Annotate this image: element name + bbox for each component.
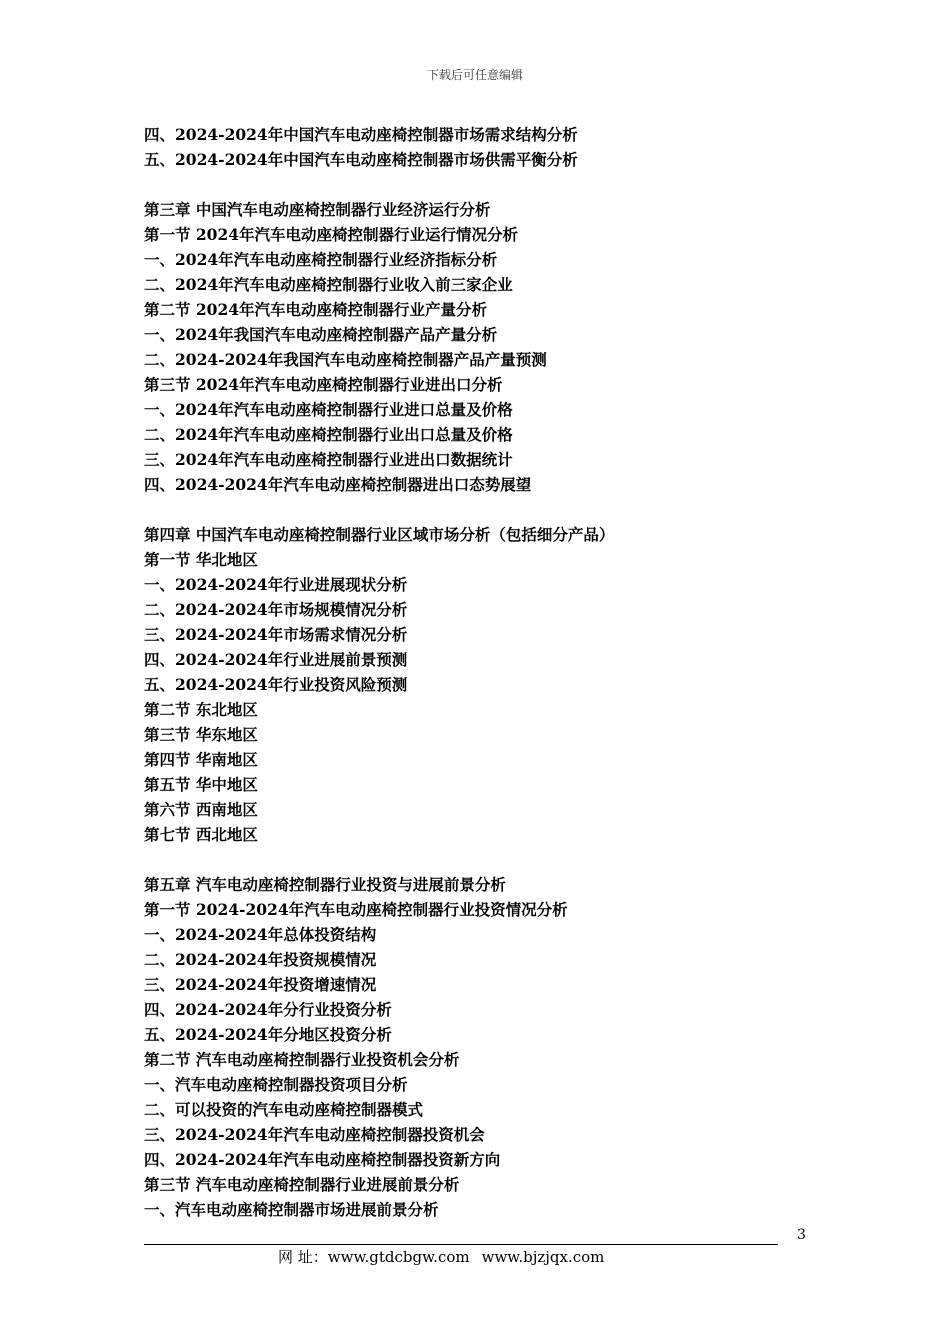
toc-entry: 四、2024-2024年行业进展前景预测	[144, 650, 408, 669]
footer-url-1: www.gtdcbgw.com	[327, 1248, 470, 1266]
toc-entry: 第三节 2024年汽车电动座椅控制器行业进出口分析	[144, 375, 503, 394]
toc-entry: 第二节 2024年汽车电动座椅控制器行业产量分析	[144, 300, 488, 319]
toc-entry: 第六节 西南地区	[144, 800, 258, 819]
toc-entry: 五、2024-2024年中国汽车电动座椅控制器市场供需平衡分析	[144, 150, 578, 169]
footer-divider	[144, 1244, 778, 1245]
footer-label: 网 址：	[278, 1248, 328, 1266]
toc-entry: 第七节 西北地区	[144, 825, 258, 844]
toc-entry: 四、2024-2024年中国汽车电动座椅控制器市场需求结构分析	[144, 125, 578, 144]
toc-entry: 一、2024年汽车电动座椅控制器行业进口总量及价格	[144, 400, 513, 419]
footer-url-2: www.bjzjqx.com	[481, 1248, 605, 1266]
toc-entry: 四、2024-2024年汽车电动座椅控制器进出口态势展望	[144, 475, 532, 494]
toc-entry: 第二节 东北地区	[144, 700, 258, 719]
toc-entry: 第三节 华东地区	[144, 725, 258, 744]
toc-entry: 第一节 2024-2024年汽车电动座椅控制器行业投资情况分析	[144, 900, 568, 919]
toc-entry: 五、2024-2024年行业投资风险预测	[144, 675, 408, 694]
toc-entry: 二、2024-2024年我国汽车电动座椅控制器产品产量预测	[144, 350, 547, 369]
toc-entry: 第五节 华中地区	[144, 775, 258, 794]
toc-entry: 第三节 汽车电动座椅控制器行业进展前景分析	[144, 1175, 460, 1194]
toc-entry: 一、2024-2024年总体投资结构	[144, 925, 377, 944]
toc-entry: 三、2024-2024年投资增速情况	[144, 975, 377, 994]
toc-entry: 第一节 华北地区	[144, 550, 258, 569]
toc-entry: 三、2024-2024年汽车电动座椅控制器投资机会	[144, 1125, 485, 1144]
toc-entry: 第五章 汽车电动座椅控制器行业投资与进展前景分析	[144, 875, 506, 894]
toc-spacer	[144, 172, 824, 197]
table-of-contents	[144, 122, 824, 1222]
toc-entry: 四、2024-2024年分行业投资分析	[144, 1000, 392, 1019]
toc-entry: 第一节 2024年汽车电动座椅控制器行业运行情况分析	[144, 225, 519, 244]
toc-entry: 四、2024-2024年汽车电动座椅控制器投资新方向	[144, 1150, 501, 1169]
footer	[278, 1246, 616, 1267]
toc-entry: 第三章 中国汽车电动座椅控制器行业经济运行分析	[144, 200, 491, 219]
toc-entry: 一、汽车电动座椅控制器市场进展前景分析	[144, 1200, 439, 1219]
toc-entry: 二、2024-2024年投资规模情况	[144, 950, 377, 969]
toc-entry: 一、汽车电动座椅控制器投资项目分析	[144, 1075, 408, 1094]
toc-entry: 二、2024年汽车电动座椅控制器行业收入前三家企业	[144, 275, 513, 294]
toc-entry: 一、2024-2024年行业进展现状分析	[144, 575, 408, 594]
toc-entry: 一、2024年汽车电动座椅控制器行业经济指标分析	[144, 250, 498, 269]
toc-entry: 三、2024年汽车电动座椅控制器行业进出口数据统计	[144, 450, 513, 469]
toc-entry: 二、2024年汽车电动座椅控制器行业出口总量及价格	[144, 425, 513, 444]
toc-entry: 第二节 汽车电动座椅控制器行业投资机会分析	[144, 1050, 460, 1069]
toc-entry: 二、可以投资的汽车电动座椅控制器模式	[144, 1100, 424, 1119]
toc-spacer	[144, 847, 824, 872]
toc-entry: 第四章 中国汽车电动座椅控制器行业区域市场分析（包括细分产品）	[144, 525, 615, 544]
toc-entry: 一、2024年我国汽车电动座椅控制器产品产量分析	[144, 325, 498, 344]
toc-entry: 第四节 华南地区	[144, 750, 258, 769]
toc-spacer	[144, 497, 824, 522]
page-number: 3	[797, 1227, 806, 1243]
toc-entry: 二、2024-2024年市场规模情况分析	[144, 600, 408, 619]
toc-entry: 五、2024-2024年分地区投资分析	[144, 1025, 392, 1044]
toc-entry: 三、2024-2024年市场需求情况分析	[144, 625, 408, 644]
page-header: 下载后可任意编辑	[426, 68, 523, 82]
